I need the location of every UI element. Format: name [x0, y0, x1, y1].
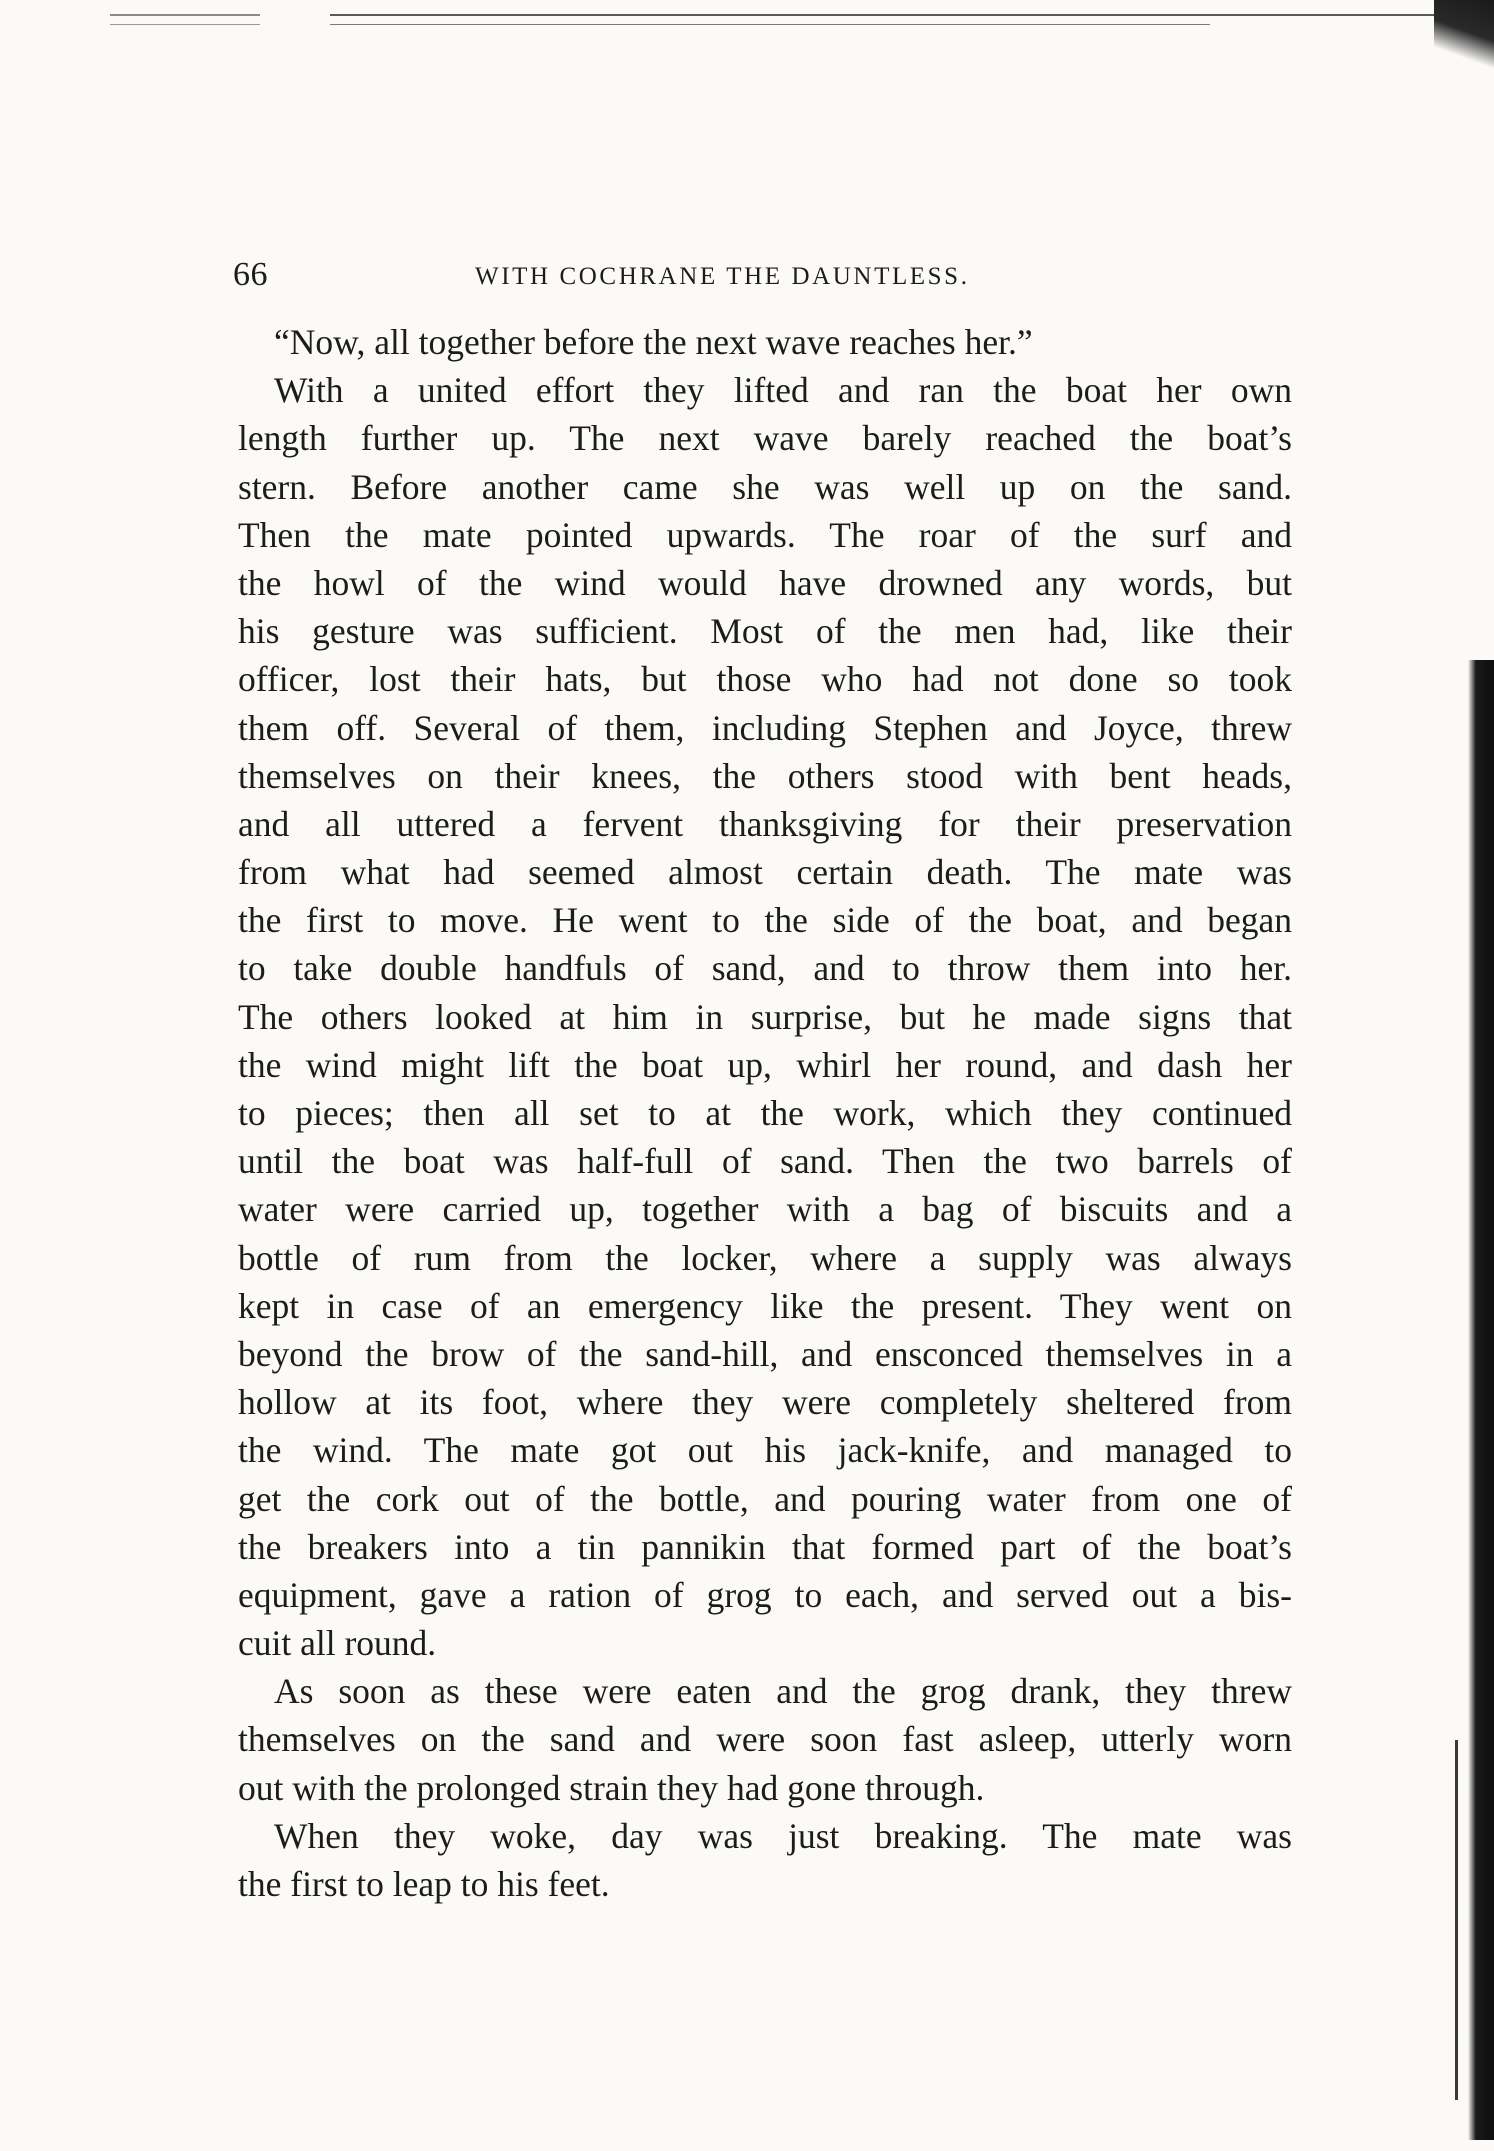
paragraph [238, 1812, 1292, 1908]
text-line: get the cork out of the bottle, and pouring water from one of [238, 1478, 1292, 1519]
text-line: “Now, all together before the next wave reaches her.” [274, 322, 1033, 362]
top-rule-left-thin [110, 24, 260, 25]
text-line: beyond the brow of the sand-hill, and ensconced themselves in a [238, 1333, 1292, 1374]
top-rule [330, 14, 1450, 16]
text-line: hollow at its foot, where they were completely sheltered from [238, 1382, 1292, 1423]
text-line: to pieces; then all set to at the work, which they continued [238, 1093, 1292, 1133]
text-line: the first to move. He went to the side of the boat, and began [238, 900, 1292, 941]
scan-edge-line [1455, 1740, 1458, 2100]
paragraph [238, 366, 1292, 1667]
text-line: cuit all round. [238, 1623, 437, 1664]
text-line: As soon as these were eaten and the grog drank, they threw [274, 1671, 1292, 1712]
text-line: officer, lost their hats, but those who had not done so took [238, 659, 1292, 700]
text-line: the wind might lift the boat up, whirl her round, and dash her [238, 1044, 1292, 1085]
text-line: length further up. The next wave barely reached the boat’s [238, 418, 1292, 459]
top-rule-left [110, 14, 260, 16]
text-line: themselves on their knees, the others stood with bent heads, [238, 755, 1292, 796]
paragraph [238, 318, 1292, 366]
text-line: The others looked at him in surprise, but he made signs that [238, 996, 1292, 1037]
body-text [238, 318, 1292, 1908]
text-line: the howl of the wind would have drowned any words, but [238, 562, 1292, 603]
text-line: them off. Several of them, including Stephen and Joyce, threw [238, 707, 1292, 748]
text-line: bottle of rum from the locker, where a supply was always [238, 1237, 1292, 1278]
text-line: and all uttered a fervent thanksgiving for their preservation [238, 803, 1292, 844]
text-line: When they woke, day was just breaking. The mate was [274, 1815, 1292, 1856]
text-line: kept in case of an emergency like the present. They went on [238, 1285, 1292, 1326]
text-line: the breakers into a tin pannikin that formed part of the boat’s [238, 1526, 1292, 1567]
text-line: stern. Before another came she was well up on the sand. [238, 466, 1292, 507]
text-line: equipment, gave a ration of grog to each, and served out a bis- [238, 1574, 1292, 1615]
running-head [233, 255, 1303, 295]
top-rule-thin [330, 24, 1210, 25]
scan-edge-shadow [1468, 660, 1494, 2140]
text-line: water were carried up, together with a bag of biscuits and a [238, 1189, 1292, 1230]
text-line: Then the mate pointed upwards. The roar of the surf and [238, 514, 1292, 555]
text-line: his gesture was sufficient. Most of the men had, like their [238, 611, 1292, 652]
text-line: the wind. The mate got out his jack-knife, and managed to [238, 1430, 1292, 1471]
text-line: until the boat was half-full of sand. Then the two barrels of [238, 1141, 1292, 1182]
running-title: WITH COCHRANE THE DAUNTLESS. [475, 263, 970, 290]
paragraph [238, 1667, 1292, 1812]
text-line: themselves on the sand and were soon fast asleep, utterly worn [238, 1719, 1292, 1760]
text-line: With a united effort they lifted and ran the boat her own [274, 370, 1292, 411]
page-number: 66 [233, 256, 268, 293]
scan-corner-shadow [1434, 0, 1494, 70]
text-line: from what had seemed almost certain death. The mate was [238, 852, 1292, 893]
text-line: to take double handfuls of sand, and to throw them into her. [238, 948, 1292, 989]
text-line: the first to leap to his feet. [238, 1864, 610, 1904]
text-line: out with the prolonged strain they had gone through. [238, 1767, 985, 1808]
